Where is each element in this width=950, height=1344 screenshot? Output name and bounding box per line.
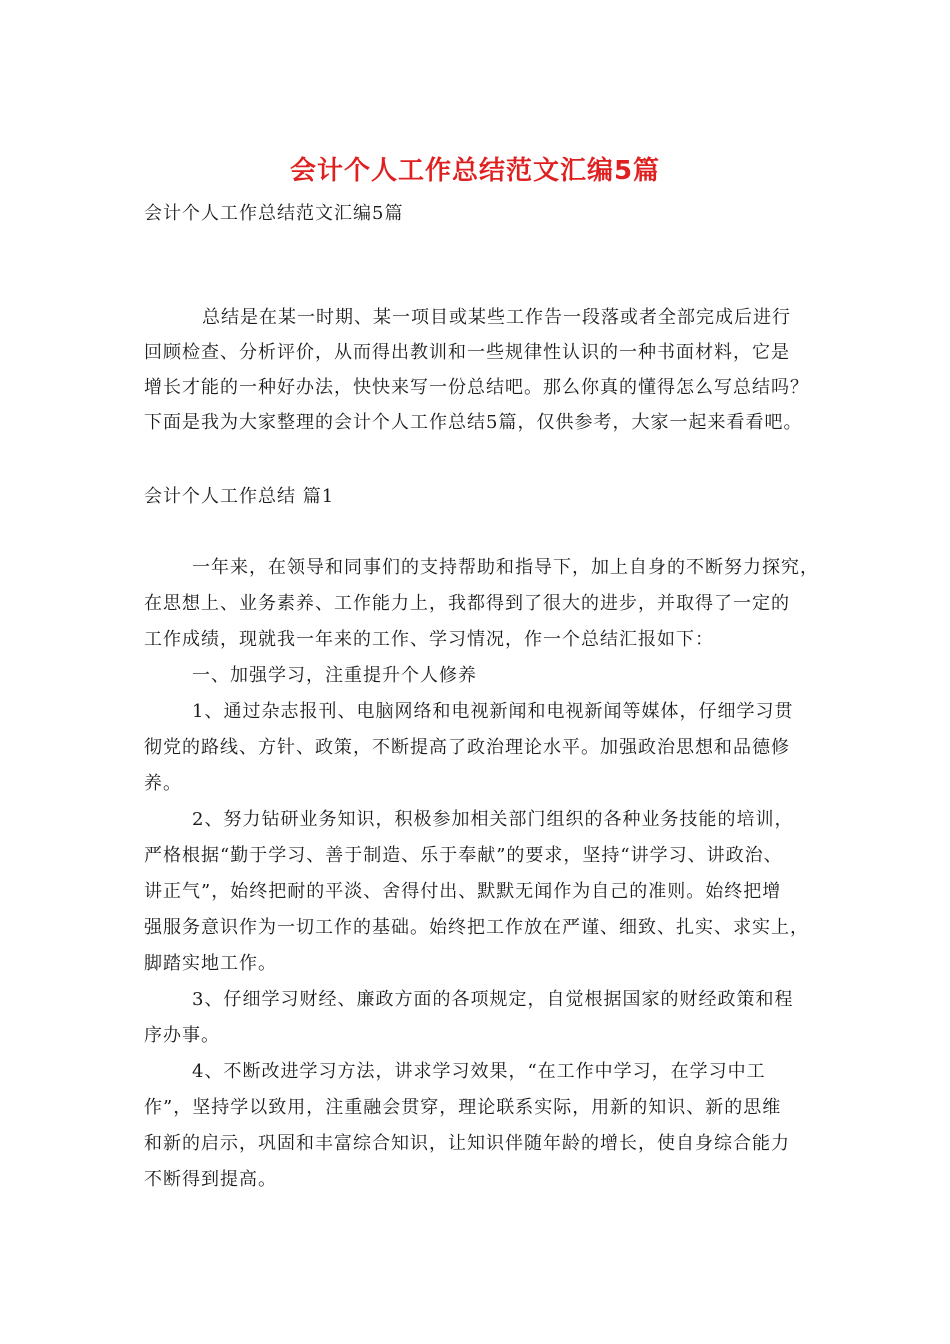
body-line: 脚踏实地工作。 [144,953,277,974]
document-subtitle: 会计个人工作总结范文汇编5篇 [144,203,404,224]
intro-line: 回顾检查、分析评价，从而得出教训和一些规律性认识的一种书面材料，它是 [144,342,790,363]
body-line: 强服务意识作为一切工作的基础。始终把工作放在严谨、细致、扎实、求实上， [144,917,809,938]
body-line: 在思想上、业务素养、工作能力上，我都得到了很大的进步，并取得了一定的 [144,593,790,614]
body-line: 彻党的路线、方针、政策，不断提高了政治理论水平。加强政治思想和品德修 [144,737,790,758]
body-line: 工作成绩，现就我一年来的工作、学习情况，作一个总结汇报如下： [144,629,714,650]
body-line: 3、仔细学习财经、廉政方面的各项规定，自觉根据国家的财经政策和程 [192,989,794,1010]
section-heading: 会计个人工作总结 篇1 [144,486,335,507]
intro-line: 总结是在某一时期、某一项目或某些工作告一段落或者全部完成后进行 [202,307,791,328]
body-line: 4、不断改进学习方法，讲求学习效果，“在工作中学习，在学习中工 [192,1061,766,1082]
intro-line: 下面是我为大家整理的会计个人工作总结5篇，仅供参考，大家一起来看看吧。 [144,412,803,433]
section-body [144,550,824,1198]
document-title: 会计个人工作总结范文汇编5篇 [289,156,661,186]
body-line: 一、加强学习，注重提升个人修养 [192,665,477,686]
body-line: 一年来，在领导和同事们的支持帮助和指导下，加上自身的不断努力探究， [192,557,819,578]
body-line: 2、努力钻研业务知识，积极参加相关部门组织的各种业务技能的培训， [192,809,794,830]
body-line: 讲正气”，始终把耐的平淡、舍得付出、默默无闻作为自己的准则。始终把增 [144,881,782,902]
intro-line: 增长才能的一种好办法，快快来写一份总结吧。那么你真的懂得怎么写总结吗？ [144,377,809,398]
body-line: 序办事。 [144,1025,220,1046]
body-line: 严格根据“勤于学习、善于制造、乐于奉献”的要求，坚持“讲学习、讲政治、 [144,845,783,866]
body-line: 1、通过杂志报刊、电脑网络和电视新闻和电视新闻等媒体，仔细学习贯 [192,701,794,722]
intro-paragraph [144,300,824,440]
body-line: 和新的启示，巩固和丰富综合知识，让知识伴随年龄的增长，使自身综合能力 [144,1133,790,1154]
body-line: 不断得到提高。 [144,1169,277,1190]
body-line: 作”，坚持学以致用，注重融会贯穿，理论联系实际，用新的知识、新的思维 [144,1097,782,1118]
body-line: 养。 [144,773,182,794]
